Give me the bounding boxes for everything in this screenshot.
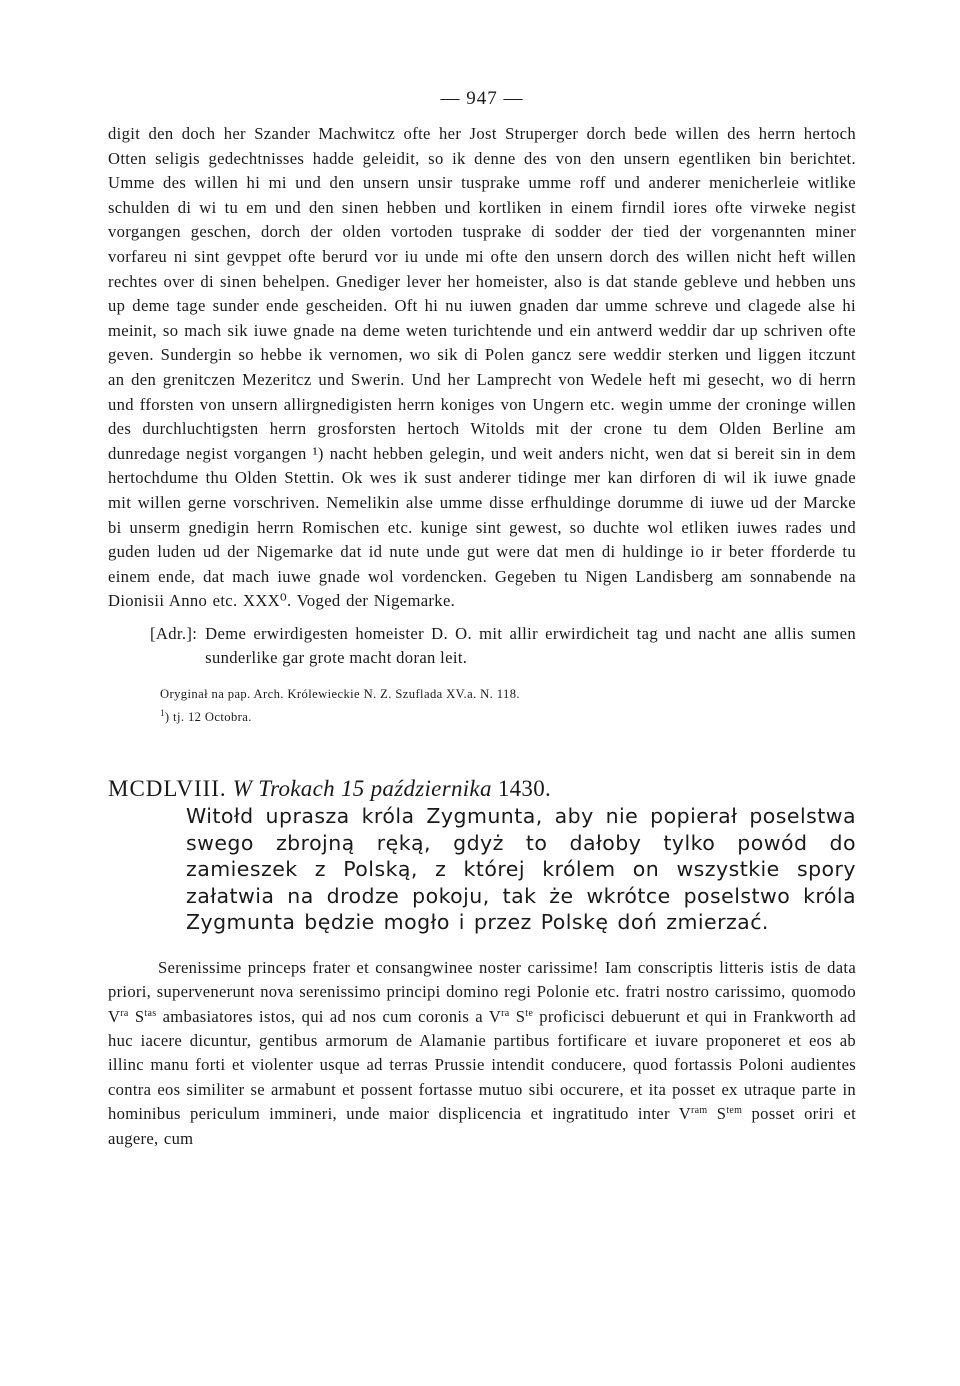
latin-part-4: S (509, 1006, 526, 1026)
letter-paragraph: digit den doch her Szander Machwitcz ofte her Jost Struperger dorch bede willen des herrn hertoch Otten seligis gedechtnisses hadde geleidit, so ik denne des von den unsern egentliken bin berichtet. Umme des willen hi mi und den unsern unsir tusprake umme roff und anderer menicherleie witlike schulden di wi tu em und den sinen hebben und kortliken in einem firndil iores ofte virweke negist vorgangen geschen, dorch der olden vortoden tusprake di sodder der tied der vorgenannten miner vorfareu ni sint gevppet ofte berurd vor iu unde mi ofte den unsern dorch des willen nicht heft willen rechtes over di sinen behelpen. Gnediger lever her homeister, also is dat stande gebleve und hebben uns up deme tage sunder ende gescheiden. Oft hi nu iuwen gnaden dar umme schreve und clagede alse hi meinit, so mach sik iuwe gnade na deme weten turichtende und ein antwerd weddir dar up schriven ofte geven. Sundergin so hebbe ik vernomen, wo sik di Polen gancz sere weddir sterken und liggen itczunt an den grenitczen Mezeritcz und Swerin. Und her Lamprecht von Wedele heft mi gesecht, wo di herrn und fforsten von unsern allirgnedigisten herrn koniges von Ungern etc. wegin umme der croninge willen des durchluchtigsten herrn grosforsten hertoch Witolds mit der crone tu dem Olden Berline am dunredage negist vorgangen ¹) nacht hebben gelegin, und weit anders nicht, wen dat si bereit sin in dem hertochdume thu Olden Stettin. Ok wes ik sust anderer tidinge mer kan dirforen di wil ik iuwe gnade mit willen gerne vorschriven. Nemelikin alse umme disse erfhuldinge dorumme di iuwe ud der Marcke bi unserm gnedigin herrn Romischen etc. kunige sint gewest, so duchte wol etliken iuwes rades und guden luden ud der Nigemarke dat id nute unde gut were dat men di huldinge io ir beter fforderde tu einem ende, dat mach iuwe gnade wol vordencken. Gegeben tu Nigen Landisberg am sonnabende na Dionisii Anno etc. XXX⁰. Voged der Nigemarke. (108, 124, 856, 611)
latin-part-3: ambasiatores istos, qui ad nos cum coronis a V (156, 1006, 502, 1026)
document-heading (108, 775, 856, 936)
latin-part-5: proficisci debuerunt et qui in Frankworth ad huc iacere dicuntur, gentibus armorum de Alamanie partibus fortificare et iuvare proponeret et eos ab illinc manu forti et violenter usque ad terras Prussie intendit conducere, quod fortassis Poloni audientes contra eos similiter se armabunt et possent fortasse mutuo sibi occurere, et ita posset ex utraque parte in hominibus periculum immineri, unde maior displicencia et ingratitudo inter V (108, 1006, 857, 1124)
latin-part-7: posset oriri et augere, cum (108, 1104, 856, 1148)
footnote-text: ) tj. 12 Octobra. (164, 710, 252, 725)
source-notes (160, 685, 856, 727)
latin-part-2: S (128, 1006, 145, 1026)
footnote (160, 704, 856, 727)
abbrev-sup-2: tas (144, 1007, 157, 1019)
document-year: 1430. (497, 776, 552, 802)
abbrev-sup-5: ram (691, 1105, 708, 1117)
abbrev-sup-1: ra (120, 1007, 129, 1019)
address-block (150, 622, 856, 671)
latin-part-1: Serenissime princeps frater et consangwinee noster carissime! Iam conscriptis litteris istis de data priori, supervenerunt nova serenissimo principi domino regi Polonie etc. fratri nostro carissimo, quomodo V (108, 957, 856, 1026)
document-number: MCDLVIII. (108, 776, 227, 802)
address-label: [Adr.]: (150, 623, 198, 643)
latin-paragraph (108, 956, 856, 1151)
document-summary: Witołd uprasza króla Zygmunta, aby nie popierał poselstwa swego zbrojną ręką, gdyż to dałoby tylko powód do zamieszek z Polską, z której królem on wszystkie spory załatwia na drodze pokoju, tak że wkrótce poselstwo króla Zygmunta będzie mogło i przez Polskę doń zmierzać. (186, 804, 856, 935)
page-number: — 947 — (440, 88, 524, 109)
letter-body (108, 122, 856, 614)
latin-text (108, 956, 856, 1151)
address-text: Deme erwirdigesten homeister D. O. mit allir erwirdicheit tag und nacht ane allis sumen sunderlike gar grote macht doran leit. (205, 623, 856, 668)
abbrev-sup-6: tem (726, 1105, 743, 1117)
abbrev-sup-4: te (525, 1007, 534, 1019)
place-date: W Trokach 15 października (232, 776, 492, 802)
abbrev-sup-3: ra (501, 1007, 510, 1019)
footnote-mark: 1 (160, 708, 165, 719)
latin-part-6: S (707, 1104, 727, 1124)
document-page (108, 84, 856, 1151)
source-note: Oryginał na pap. Arch. Królewieckie N. Z. Szuflada XV.a. N. 118. (160, 687, 520, 702)
heading-line (108, 775, 856, 803)
